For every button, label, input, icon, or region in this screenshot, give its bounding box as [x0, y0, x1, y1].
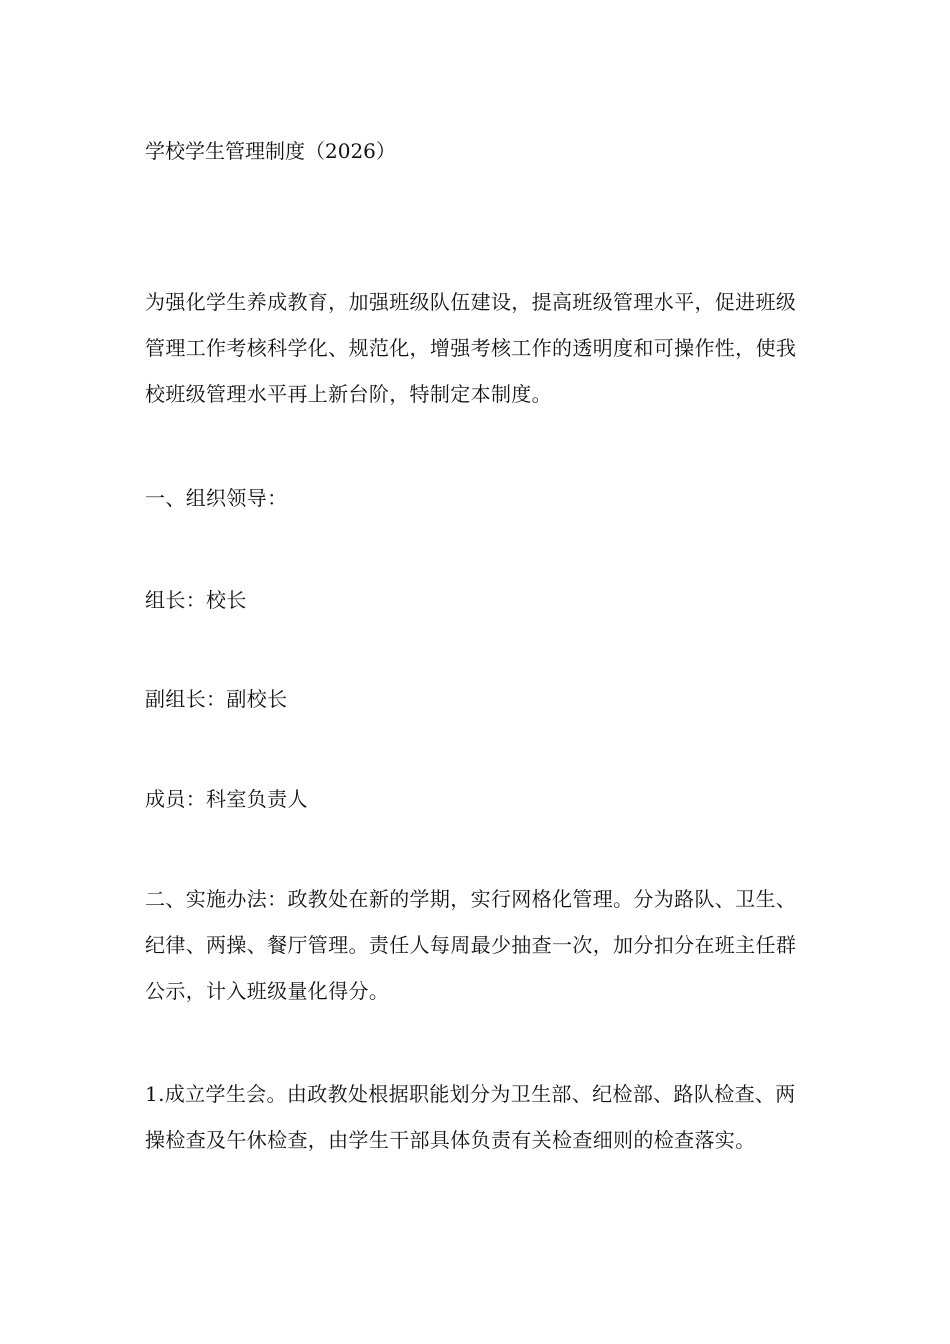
- team-leader-line: 组长：校长: [145, 588, 247, 612]
- item-student-union-paragraph: 1.成立学生会。由政教处根据职能划分为卫生部、纪检部、路队检查、两操检查及午休检查，由学生干部具体负责有关检查细则的检查落实。: [145, 1082, 796, 1152]
- document-title: 学校学生管理制度（2026）: [145, 139, 396, 163]
- section-implementation-paragraph: 二、实施办法：政教处在新的学期，实行网格化管理。分为路队、卫生、纪律、两操、餐厅管理。责任人每周最少抽查一次，加分扣分在班主任群公示，计入班级量化得分。: [145, 887, 797, 1003]
- intro-paragraph: 为强化学生养成教育，加强班级队伍建设，提高班级管理水平，促进班级管理工作考核科学化、规范化，增强考核工作的透明度和可操作性，使我校班级管理水平再上新台阶，特制定本制度。: [145, 290, 797, 406]
- members-line: 成员：科室负责人: [145, 787, 308, 811]
- deputy-leader-line: 副组长：副校长: [145, 687, 288, 711]
- section-heading-organization: 一、组织领导：: [145, 486, 288, 510]
